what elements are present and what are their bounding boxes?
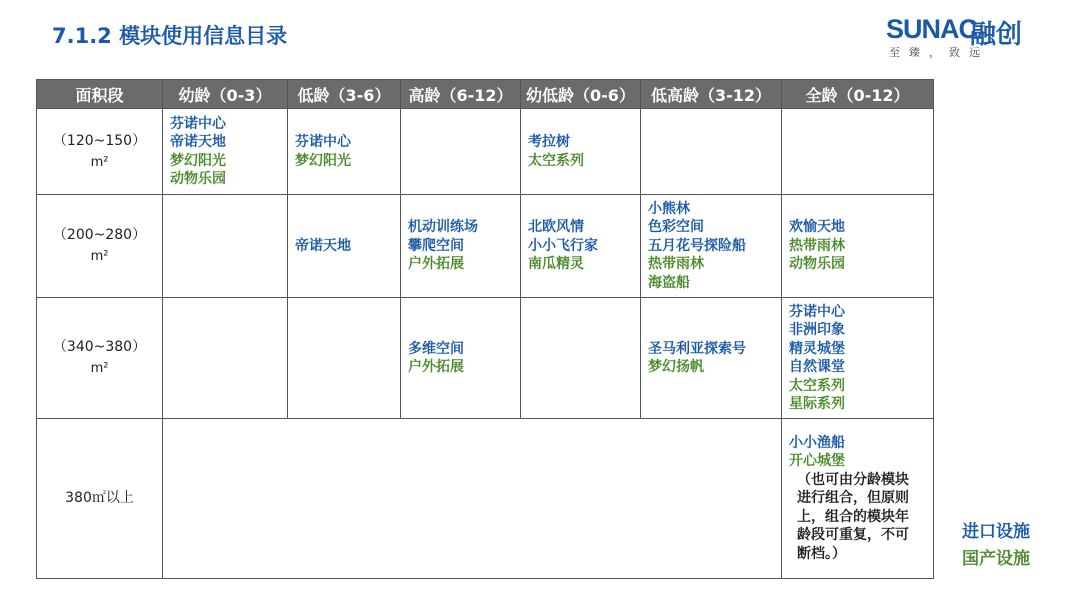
module-cell bbox=[521, 298, 641, 419]
module-cell bbox=[288, 195, 401, 298]
domestic-module: 梦幻阳光 bbox=[170, 152, 226, 169]
area-segment-cell: 380㎡以上 bbox=[37, 419, 163, 579]
header-age-0-3: 幼龄（0-3） bbox=[163, 80, 288, 109]
module-cell bbox=[782, 109, 934, 195]
imported-module: 非洲印象 bbox=[789, 322, 845, 338]
module-cell bbox=[521, 109, 641, 195]
logo-chinese: 融创 bbox=[970, 20, 1023, 50]
combination-note-line: 断档。） bbox=[797, 545, 846, 562]
empty-merged-cell bbox=[163, 419, 782, 579]
imported-module: 考拉树 bbox=[528, 134, 570, 150]
imported-module: 攀爬空间 bbox=[408, 237, 464, 254]
domestic-module: 户外拓展 bbox=[408, 256, 464, 273]
imported-module: 小小渔船 bbox=[789, 434, 845, 451]
domestic-module: 热带雨林 bbox=[789, 237, 845, 254]
area-range: （200~280） bbox=[52, 227, 147, 243]
combination-note-line: （也可由分龄模块 bbox=[797, 471, 909, 488]
header-age-0-12: 全龄（0-12） bbox=[782, 80, 934, 109]
module-cell bbox=[641, 298, 782, 419]
sunac-logo bbox=[886, 12, 1046, 58]
logo-brand: SUNAC bbox=[886, 14, 978, 44]
domestic-module: 动物乐园 bbox=[789, 256, 845, 273]
header-area-segment: 面积段 bbox=[37, 80, 163, 109]
module-cell bbox=[401, 195, 521, 298]
imported-module: 北欧风情 bbox=[528, 219, 584, 236]
module-cell bbox=[521, 195, 641, 298]
domestic-module: 梦幻扬帆 bbox=[648, 359, 704, 375]
imported-module: 芬诺中心 bbox=[295, 134, 351, 150]
domestic-module: 热带雨林 bbox=[648, 256, 704, 273]
table-row bbox=[37, 109, 934, 195]
legend-imported: 进口设施 bbox=[962, 522, 1030, 542]
domestic-module: 动物乐园 bbox=[170, 171, 226, 187]
imported-module: 芬诺中心 bbox=[170, 115, 226, 132]
area-range: （340~380） bbox=[52, 339, 147, 355]
module-cell bbox=[782, 195, 934, 298]
module-cell bbox=[782, 419, 934, 579]
module-cell bbox=[288, 298, 401, 419]
domestic-module: 梦幻阳光 bbox=[295, 152, 351, 169]
imported-module: 色彩空间 bbox=[648, 219, 704, 236]
imported-module: 自然课堂 bbox=[789, 359, 845, 375]
area-segment-cell bbox=[37, 109, 163, 195]
domestic-module: 太空系列 bbox=[528, 152, 584, 169]
imported-module: 芬诺中心 bbox=[789, 303, 845, 320]
imported-module: 机动训练场 bbox=[408, 219, 478, 236]
legend bbox=[962, 519, 1030, 573]
table-header-row bbox=[37, 80, 934, 109]
imported-module: 小熊林 bbox=[648, 200, 690, 217]
imported-module: 圣马利亚探索号 bbox=[648, 340, 746, 357]
module-cell bbox=[163, 109, 288, 195]
area-segment-cell bbox=[37, 195, 163, 298]
area-segment-cell bbox=[37, 298, 163, 419]
header-age-6-12: 高龄（6-12） bbox=[401, 80, 521, 109]
imported-module: 帝诺天地 bbox=[170, 134, 226, 150]
domestic-module: 户外拓展 bbox=[408, 359, 464, 375]
table-row bbox=[37, 419, 934, 579]
imported-module: 五月花号探险船 bbox=[648, 237, 746, 254]
combination-note-line: 上，组合的模块年 bbox=[797, 508, 909, 525]
page-title: 7.1.2 模块使用信息目录 bbox=[52, 24, 288, 48]
module-cell bbox=[288, 109, 401, 195]
imported-module: 欢愉天地 bbox=[789, 219, 845, 236]
combination-note-line: 龄段可重复，不可 bbox=[797, 527, 909, 544]
table-row bbox=[37, 195, 934, 298]
area-unit: m² bbox=[90, 154, 109, 170]
module-cell bbox=[641, 109, 782, 195]
module-catalog-table bbox=[36, 79, 934, 579]
module-cell bbox=[782, 298, 934, 419]
header-age-0-6: 幼低龄（0-6） bbox=[521, 80, 641, 109]
module-cell bbox=[163, 195, 288, 298]
logo-slogan: 至臻，致远 bbox=[889, 46, 989, 59]
imported-module: 小小飞行家 bbox=[528, 237, 598, 254]
header-age-3-6: 低龄（3-6） bbox=[288, 80, 401, 109]
combination-note-line: 进行组合，但原则 bbox=[797, 490, 909, 507]
imported-module: 多维空间 bbox=[408, 340, 464, 357]
domestic-module: 太空系列 bbox=[789, 377, 845, 394]
domestic-module: 开心城堡 bbox=[789, 453, 845, 470]
area-unit: m² bbox=[90, 249, 109, 264]
area-range: （120~150） bbox=[52, 132, 147, 149]
imported-module: 精灵城堡 bbox=[789, 340, 845, 357]
module-cell bbox=[163, 298, 288, 419]
area-unit: m² bbox=[90, 361, 109, 376]
legend-domestic: 国产设施 bbox=[962, 549, 1030, 569]
module-cell bbox=[401, 298, 521, 419]
module-cell bbox=[641, 195, 782, 298]
module-cell bbox=[401, 109, 521, 195]
imported-module: 帝诺天地 bbox=[295, 237, 351, 254]
header-age-3-12: 低高龄（3-12） bbox=[641, 80, 782, 109]
domestic-module: 星际系列 bbox=[789, 396, 845, 412]
domestic-module: 海盗船 bbox=[648, 274, 690, 291]
domestic-module: 南瓜精灵 bbox=[528, 256, 584, 273]
table-row bbox=[37, 298, 934, 419]
